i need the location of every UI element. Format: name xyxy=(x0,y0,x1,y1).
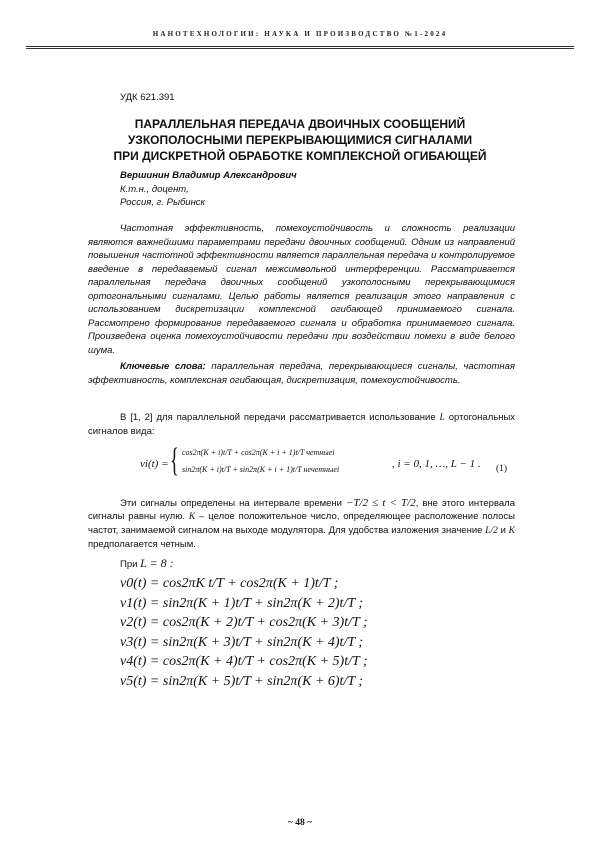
intro-text: В [1, 2] для параллельной передачи рассматривается использование xyxy=(120,412,436,423)
keywords xyxy=(88,360,515,387)
equation-v5: v5(t) = sin2π(K + 5)t/T + sin2π(K + 6)t/T ; xyxy=(120,673,364,689)
author-name: Вершинин Владимир Александрович xyxy=(120,170,297,181)
intro-text-end: ортогональных сигналов вида: xyxy=(88,412,516,437)
title-line-2: УЗКОПОЛОСНЫМИ ПЕРЕКРЫВАЮЩИМИСЯ СИГНАЛАМИ xyxy=(127,133,473,147)
keywords-label: Ключевые слова: xyxy=(120,361,206,372)
def-text-c: – целое положительное число, определяющее расположение полосы частот, занимаемой сигналом на выходе модулятора. Для удобства изложения значение xyxy=(88,511,515,536)
paragraph-intro xyxy=(88,411,515,438)
abstract: Частотная эффективность, помехоустойчивость и сложность реализации являются важнейшими параметрами передачи двоичных сообщений. Одним из направлений повышения частотной эффективности является параллельная передача и контролируемое введение в передаваемый сигнал межсимвольной интерференции. Рассматривается параллельная передача двоичных сообщений узкополосными перекрывающимися ортогональными сигналами. Целью работы является реализация этого направления с использованием дискретизации комплексной огибающей принимаемого сигнала. Рассмотрено формирование передаваемого сигнала и обработка принимаемого сигнала. Произведена оценка помехоустойчивости передачи при воздействии помехи в виде белого шума. xyxy=(88,223,515,356)
equation-1 xyxy=(140,444,520,484)
equation-1-condition: , i = 0, 1, …, L − 1 . xyxy=(392,458,481,470)
keywords-text: параллельная передача, перекрывающиеся сигналы, частотная эффективность, комплексная огибающая, дискретизация, помехоустойчивость. xyxy=(88,361,516,386)
def-var-k: K xyxy=(188,512,196,522)
header-rule-top xyxy=(26,46,574,47)
def-var-k2: K xyxy=(508,526,516,536)
def-text-b: , вне этого интервала сигналы равны нулю. xyxy=(88,498,516,522)
equation-v1: v1(t) = sin2π(K + 1)t/T + sin2π(K + 2)t/T ; xyxy=(120,595,364,611)
l-equals-line xyxy=(120,556,174,571)
equation-1-brace: { xyxy=(170,442,179,479)
page-number: ~ 48 ~ xyxy=(287,818,313,828)
udk-code: УДК 621.391 xyxy=(120,92,175,103)
def-l-half: L/2 xyxy=(485,526,498,536)
def-interval: −T/2 ≤ t < T/2 xyxy=(346,497,416,509)
def-text-d: и xyxy=(500,525,506,536)
article-title xyxy=(80,116,520,164)
paragraph-definition xyxy=(88,497,515,551)
pri-label: При xyxy=(120,559,138,570)
equation-v3: v3(t) = sin2π(K + 3)t/T + sin2π(K + 4)t/T ; xyxy=(120,634,364,650)
author-location: Россия, г. Рыбинск xyxy=(120,197,206,208)
signal-equations xyxy=(120,574,368,692)
journal-header: НАНОТЕХНОЛОГИИ: НАУКА И ПРОИЗВОДСТВО №1-2024 xyxy=(152,30,448,38)
pri-equation: L = 8 : xyxy=(140,556,174,570)
title-line-1: ПАРАЛЛЕЛЬНАЯ ПЕРЕДАЧА ДВОИЧНЫХ СООБЩЕНИЙ xyxy=(134,117,466,131)
equation-1-number: (1) xyxy=(496,464,508,474)
equation-v2: v2(t) = cos2π(K + 2)t/T + cos2π(K + 3)t/T ; xyxy=(120,615,368,631)
equation-v0: v0(t) = cos2πK t/T + cos2π(K + 1)t/T ; xyxy=(120,576,339,591)
intro-var-l: L xyxy=(439,413,445,423)
def-text-e: предполагается четным. xyxy=(88,539,196,550)
header-rule-bottom xyxy=(26,48,574,49)
author-degree: К.т.н., доцент, xyxy=(120,184,189,195)
equation-1-lhs: vi(t) = xyxy=(140,458,169,470)
equation-v4: v4(t) = cos2π(K + 4)t/T + cos2π(K + 5)t/T ; xyxy=(120,654,368,670)
def-text-a: Эти сигналы определены на интервале времени xyxy=(120,498,342,509)
title-line-3: ПРИ ДИСКРЕТНОЙ ОБРАБОТКЕ КОМПЛЕКСНОЙ ОГИБАЮЩЕЙ xyxy=(113,149,487,163)
equation-1-row-odd: sin2π(K + i)t/T + sin2π(K + i + 1)t/T нечетныеi xyxy=(182,465,340,474)
equation-1-row-even: cos2π(K + i)t/T + cos2π(K + i + 1)t/T четныеi xyxy=(182,448,335,457)
